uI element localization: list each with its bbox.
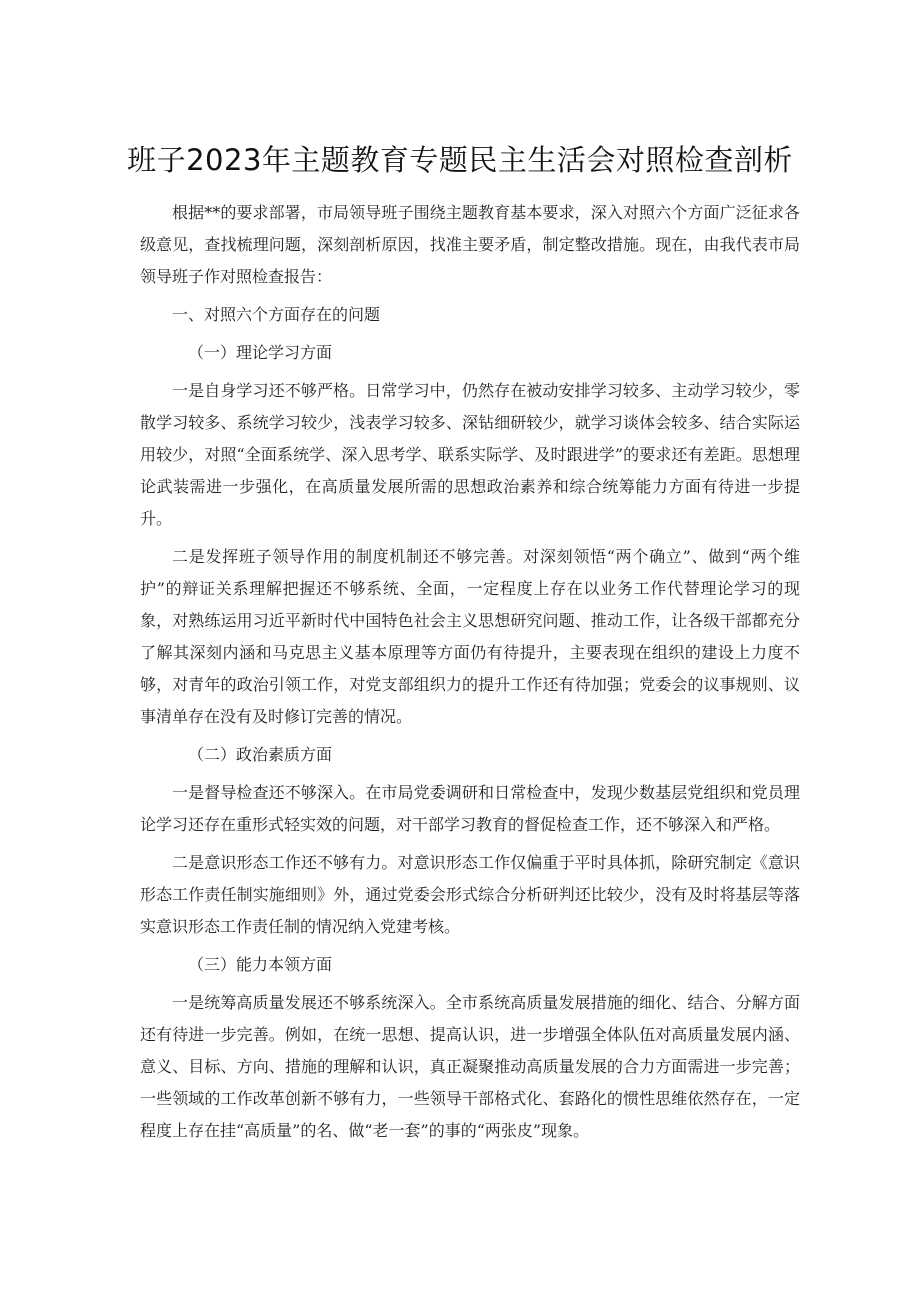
political-quality-paragraph-1: 一是督导检查还不够深入。在市局党委调研和日常检查中，发现少数基层党组织和党员理论学习还存在重形式轻实效的问题，对干部学习教育的督促检查工作，还不够深入和严格。: [140, 783, 800, 834]
document-title: 班子2023年主题教育专题民主生活会对照检查剖析: [127, 143, 793, 177]
section-heading-problems: 一、对照六个方面存在的问题: [172, 305, 381, 324]
theory-study-paragraph-1: 一是自身学习还不够严格。日常学习中，仍然存在被动安排学习较多、主动学习较少，零散学习较多、系统学习较少，浅表学习较多、深钻细研较少，就学习谈体会较多、结合实际运用较少，对照“全面系统学、深入思考学、联系实际学、及时跟进学”的要求还有差距。思想理论武装需进一步强化，在高质量发展所需的思想政治素养和综合统筹能力方面有待进一步提升。: [140, 381, 800, 528]
document-body: [140, 197, 800, 1147]
ability-paragraph-1: 一是统筹高质量发展还不够系统深入。全市系统高质量发展措施的细化、结合、分解方面还有待进一步完善。例如，在统一思想、提高认识，进一步增强全体队伍对高质量发展内涵、意义、目标、方向、措施的理解和认识，真正凝聚推动高质量发展的合力方面需进一步完善；一些领域的工作改革创新不够有力，一些领导干部格式化、套路化的惯性思维依然存在，一定程度上存在挂“高质量”的名、做“老一套”的事的“两张皮”现象。: [140, 993, 800, 1140]
subsection-heading-ability: （三）能力本领方面: [188, 955, 333, 974]
intro-paragraph: 根据**的要求部署，市局领导班子围绕主题教育基本要求，深入对照六个方面广泛征求各级意见，查找梳理问题，深刻剖析原因，找准主要矛盾，制定整改措施。现在，由我代表市局领导班子作对照检查报告：: [140, 203, 800, 286]
theory-study-paragraph-2: 二是发挥班子领导作用的制度机制还不够完善。对深刻领悟“两个确立”、做到“两个维护”的辩证关系理解把握还不够系统、全面，一定程度上存在以业务工作代替理论学习的现象，对熟练运用习近平新时代中国特色社会主义思想研究问题、推动工作，让各级干部都充分了解其深刻内涵和马克思主义基本原理等方面仍有待提升，主要表现在组织的建设上力度不够，对青年的政治引领工作，对党支部组织力的提升工作还有待加强；党委会的议事规则、议事清单存在没有及时修订完善的情况。: [140, 547, 800, 726]
subsection-heading-political-quality: （二）政治素质方面: [188, 745, 333, 764]
subsection-heading-theory-study: （一）理论学习方面: [188, 343, 333, 362]
political-quality-paragraph-2: 二是意识形态工作还不够有力。对意识形态工作仅偏重于平时具体抓，除研究制定《意识形态工作责任制实施细则》外，通过党委会形式综合分析研判还比较少，没有及时将基层等落实意识形态工作责任制的情况纳入党建考核。: [140, 853, 800, 936]
